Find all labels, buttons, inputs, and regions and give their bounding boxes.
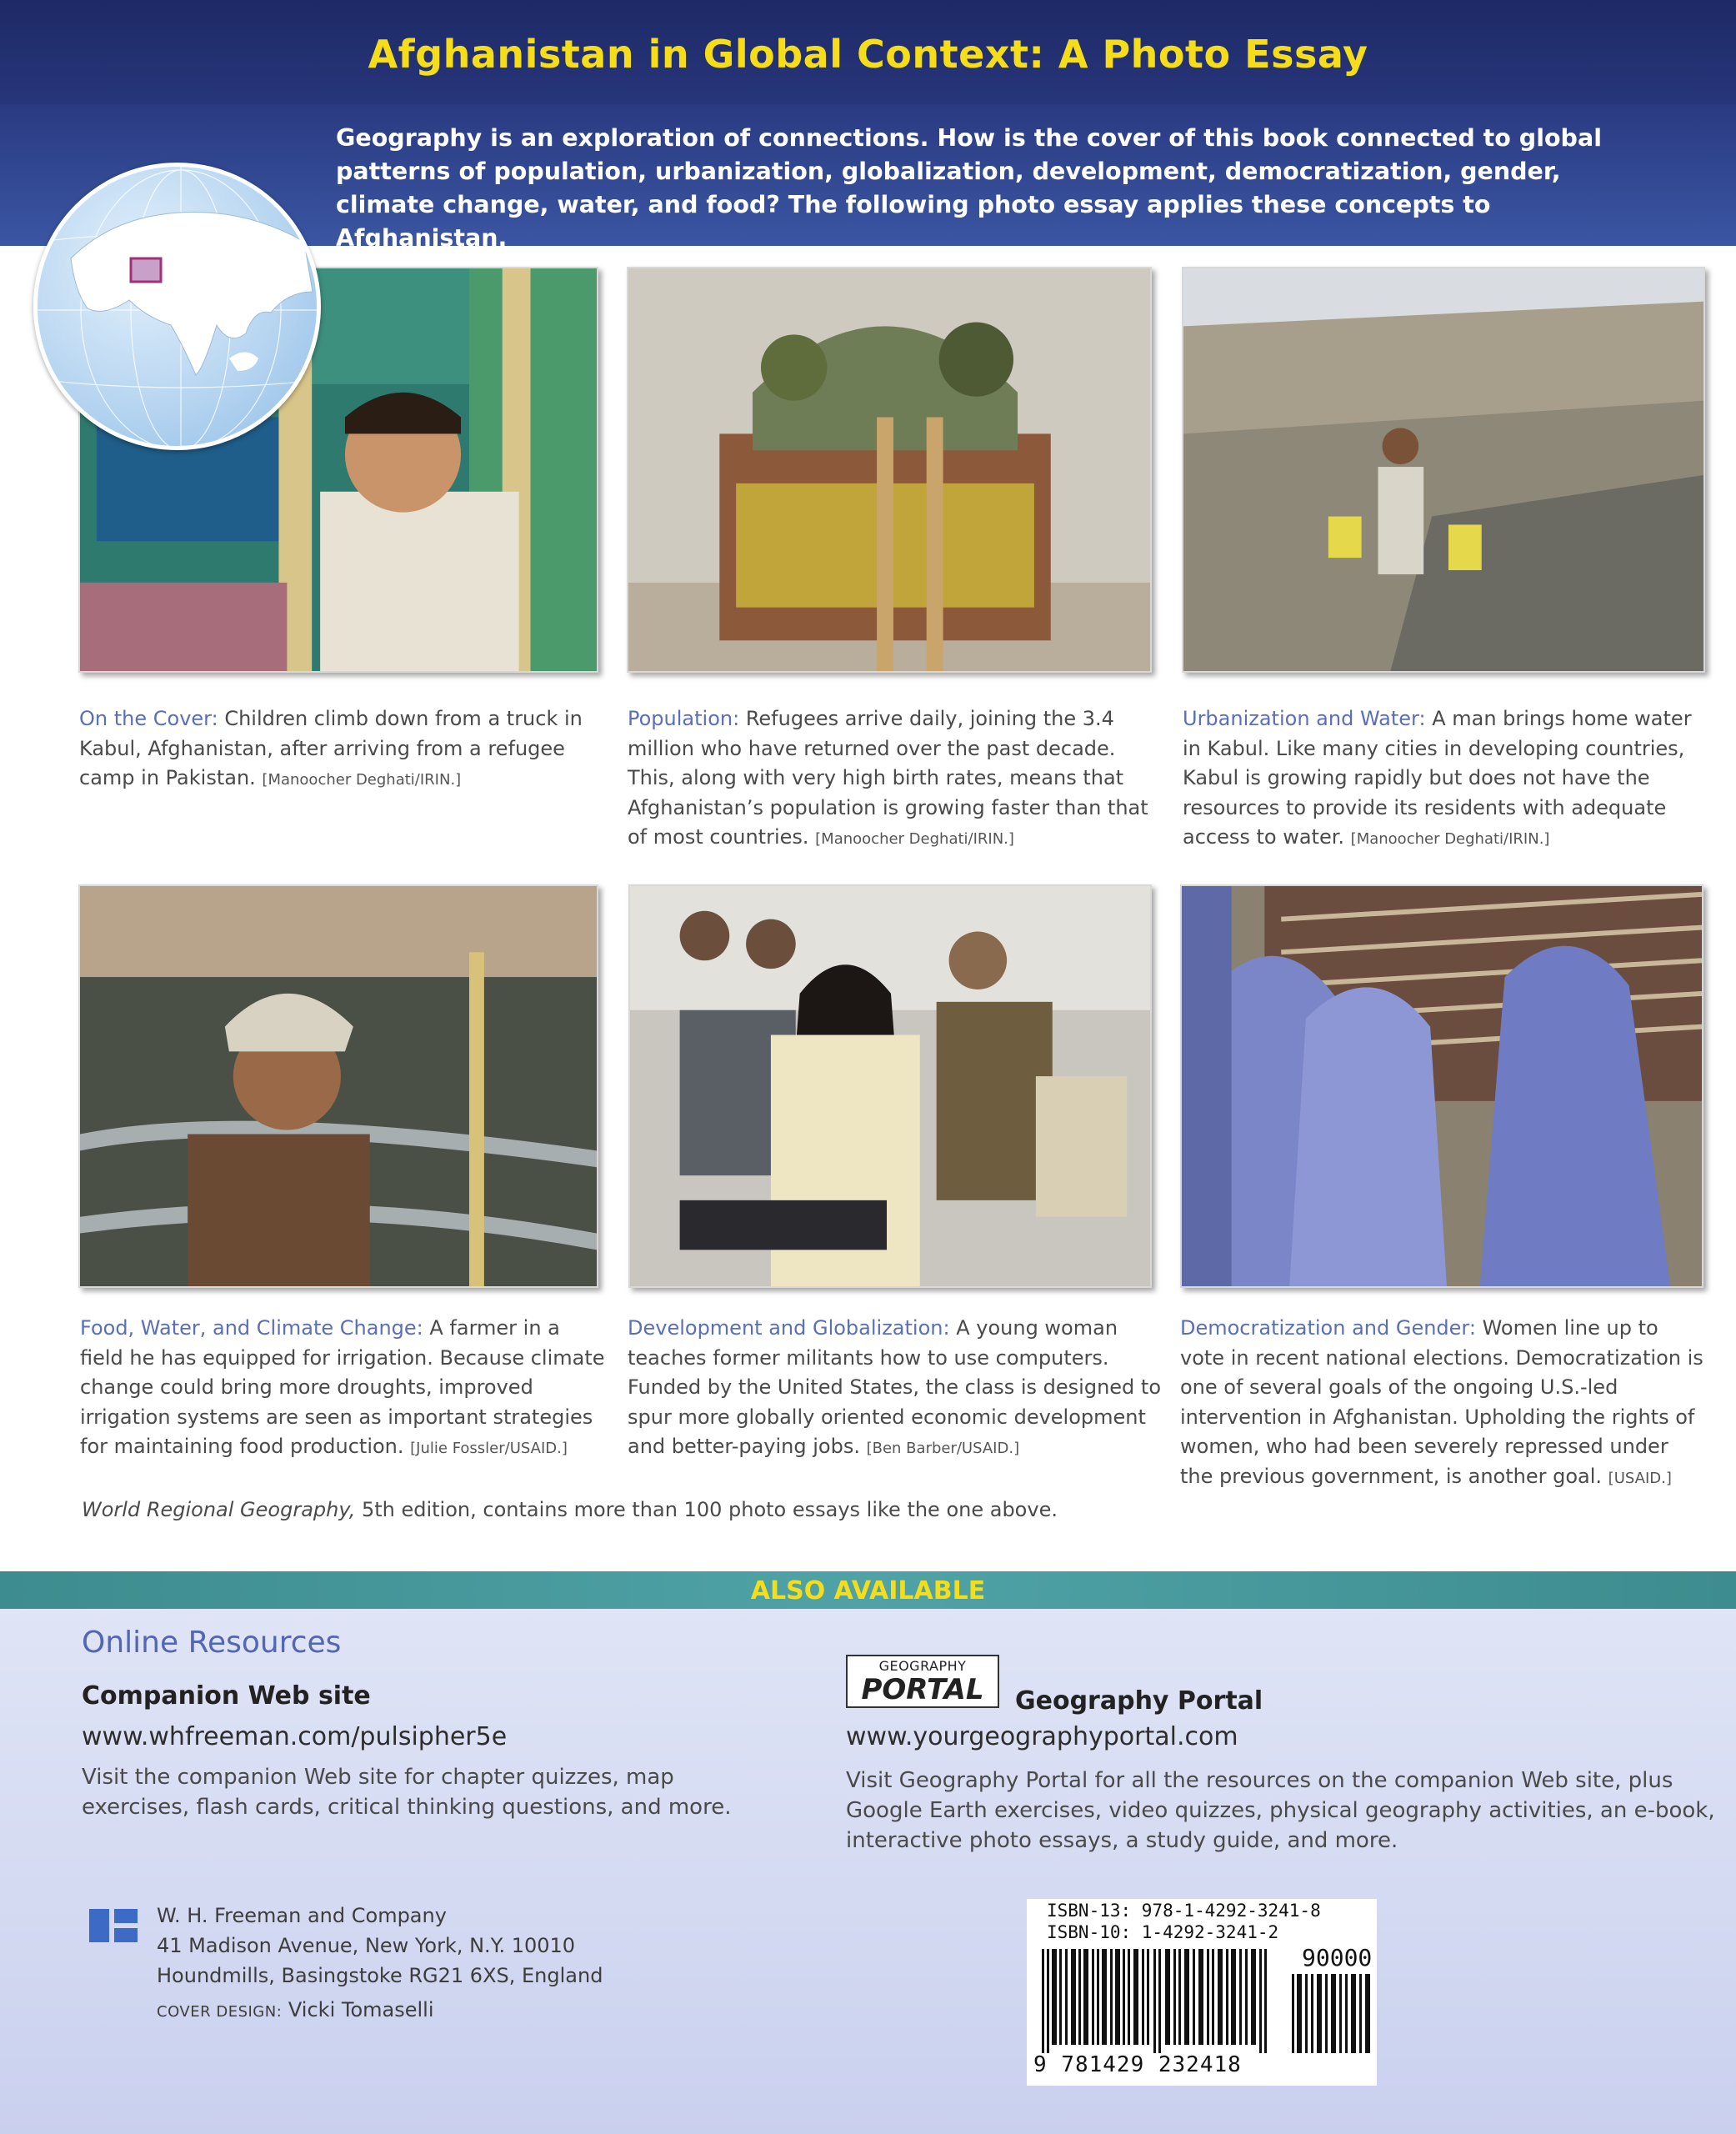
- caption-urbanization-water: [1183, 704, 1703, 854]
- photo-credit: [Manoocher Deghati/IRIN.]: [262, 771, 462, 789]
- isbn-13: ISBN-13: 978-1-4292-3241-8: [1047, 1901, 1321, 1921]
- caption-heading: Population:: [628, 707, 740, 730]
- photo-democratization-gender: [1180, 884, 1703, 1288]
- companion-site-description: [82, 1762, 765, 1822]
- cover-design-credit: [157, 1998, 433, 2021]
- photo-credit: [Manoocher Deghati/IRIN.]: [1350, 830, 1550, 848]
- intro-text: Geography is an exploration of connections. How is the cover of this book connected to global patterns of population, urbanization, globalization, development, democratization, gender, climate change, water, and food? The following photo essay applies these concepts to Afghanistan.: [336, 124, 1602, 252]
- isbn-barcode-block: [1027, 1899, 1377, 2086]
- photo-credit: [Ben Barber/USAID.]: [866, 1440, 1020, 1457]
- portal-logo-main: PORTAL: [861, 1673, 984, 1706]
- caption-text: Women line up to vote in recent national elections. Democratization is one of several goals of the ongoing U.S.-led intervention in Afghanistan. Upholding the rights of women, who had been severely repressed under the previous government, is another goal.: [1180, 1316, 1703, 1488]
- caption-population: [628, 704, 1148, 854]
- caption-heading: Development and Globalization:: [628, 1316, 950, 1340]
- description-line: Google Earth exercises, video quizzes, physical geography activities, an e-book,: [846, 1798, 1715, 1823]
- cover-design-label: COVER DESIGN:: [157, 2003, 283, 2021]
- geography-portal-description: [846, 1766, 1721, 1856]
- globe-map-icon: [33, 163, 321, 450]
- barcode-number: 9 781429 232418: [1033, 2052, 1242, 2077]
- price-code: 90000: [1302, 1944, 1373, 1971]
- caption-text: A farmer in a field he has equipped for irrigation. Because climate change could bring more droughts, improved irrigation systems are seen as important strategies for maintaining food production.: [80, 1316, 605, 1458]
- description-line: exercises, flash cards, critical thinking questions, and more.: [82, 1795, 732, 1820]
- cover-designer: Vicki Tomaselli: [282, 1998, 434, 2021]
- companion-site-title: Companion Web site: [82, 1681, 371, 1711]
- description-line: interactive photo essays, a study guide, and more.: [846, 1828, 1398, 1853]
- geography-portal-title: Geography Portal: [1015, 1686, 1263, 1716]
- photo-credit: [Julie Fossler/USAID.]: [410, 1440, 568, 1457]
- description-line: Visit the companion Web site for chapter quizzes, map: [82, 1765, 674, 1790]
- book-title: World Regional Geography,: [82, 1498, 356, 1521]
- caption-text: Refugees arrive daily, joining the 3.4 million who have returned over the past decade. This, along with very high birth rates, means that Afghanistan’s population is growing faster than that of most countries.: [628, 707, 1148, 849]
- isbn-10: ISBN-10: 1-4292-3241-2: [1047, 1922, 1279, 1942]
- photo-food-water-climate: [78, 884, 598, 1288]
- publisher-address-us: 41 Madison Avenue, New York, N.Y. 10010: [157, 1934, 576, 1957]
- caption-food-water-climate: [80, 1314, 609, 1464]
- geography-portal-url[interactable]: www.yourgeographyportal.com: [846, 1722, 1238, 1751]
- caption-democratization-gender: [1180, 1314, 1705, 1493]
- caption-heading: Democratization and Gender:: [1180, 1316, 1476, 1340]
- caption-heading: Food, Water, and Climate Change:: [80, 1316, 423, 1340]
- page-title: Afghanistan in Global Context: A Photo Essay: [368, 32, 1368, 77]
- geography-portal-logo: [846, 1655, 999, 1708]
- publisher-address-uk: Houndmills, Basingstoke RG21 6XS, England: [157, 1964, 603, 1987]
- photo-population: [627, 267, 1152, 673]
- note-text: 5th edition, contains more than 100 photo essays like the one above.: [355, 1498, 1058, 1521]
- photo-essay-note: [82, 1498, 1058, 1521]
- barcode-icon: [1042, 1949, 1375, 2053]
- online-resources-title: Online Resources: [82, 1626, 342, 1660]
- caption-text: A young woman teaches former militants how to use computers. Funded by the United States, the class is designed to spur more globally oriented economic development and better-paying jobs.: [628, 1316, 1161, 1458]
- caption-heading: On the Cover:: [79, 707, 218, 730]
- publisher-logo-icon: [89, 1909, 138, 1942]
- caption-on-the-cover: [79, 704, 613, 795]
- caption-heading: Urbanization and Water:: [1183, 707, 1426, 730]
- photo-credit: [USAID.]: [1608, 1469, 1672, 1487]
- publisher-name: W. H. Freeman and Company: [157, 1904, 447, 1927]
- description-line: Visit Geography Portal for all the resources on the companion Web site, plus: [846, 1768, 1673, 1793]
- caption-text: A man brings home water in Kabul. Like many cities in developing countries, Kabul is growing rapidly but does not have the resources to provide its residents with adequate access to water.: [1183, 707, 1692, 849]
- publisher-block: [157, 1901, 603, 1991]
- caption-text: Children climb down from a truck in Kabul, Afghanistan, after arriving from a refugee camp in Pakistan.: [79, 707, 583, 789]
- portal-logo-top: GEOGRAPHY: [878, 1658, 967, 1674]
- photo-urbanization-water: [1182, 267, 1705, 673]
- photo-development-globalization: [628, 884, 1152, 1288]
- photo-credit: [Manoocher Deghati/IRIN.]: [815, 830, 1014, 848]
- caption-development-globalization: [628, 1314, 1161, 1464]
- companion-site-url[interactable]: www.whfreeman.com/pulsipher5e: [82, 1722, 508, 1751]
- also-available-label: ALSO AVAILABLE: [750, 1576, 986, 1606]
